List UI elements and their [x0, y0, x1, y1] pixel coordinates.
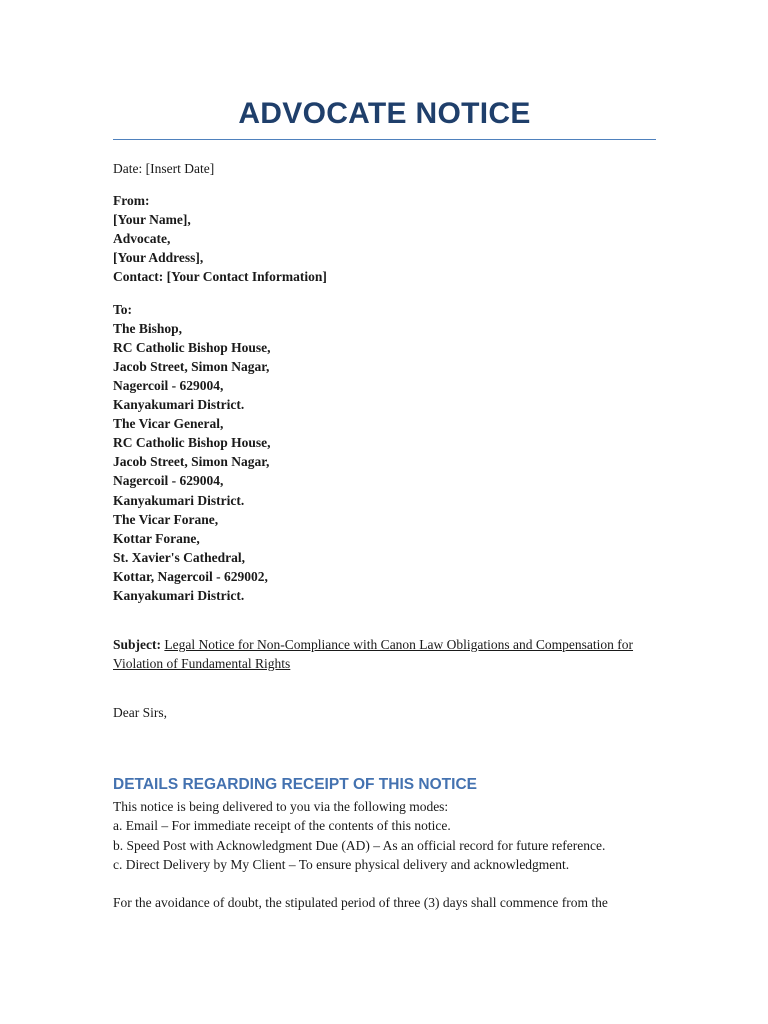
to-line: The Bishop,	[113, 320, 183, 336]
to-line: Jacob Street, Simon Nagar,	[113, 358, 270, 374]
subject-paragraph	[113, 635, 656, 673]
to-line: Jacob Street, Simon Nagar,	[113, 454, 270, 470]
delivery-modes-paragraph	[113, 797, 656, 873]
from-line: [Your Name],	[113, 212, 191, 228]
salutation: Dear Sirs,	[113, 705, 167, 721]
to-line: Nagercoil - 629004,	[113, 377, 224, 393]
to-line: The Vicar General,	[113, 416, 224, 432]
to-line: Kottar Forane,	[113, 530, 200, 546]
to-line: Kanyakumari District.	[113, 587, 245, 603]
to-line: The Vicar Forane,	[113, 511, 219, 527]
from-block	[113, 191, 656, 286]
from-line: From:	[113, 193, 150, 209]
date-line: Date: [Insert Date]	[113, 161, 215, 176]
paragraph-line: a. Email – For immediate receipt of the contents of this notice.	[113, 818, 451, 834]
paragraph-line: This notice is being delivered to you via the following modes:	[113, 799, 449, 815]
from-line: Contact: [Your Contact Information]	[113, 269, 327, 285]
to-line: RC Catholic Bishop House,	[113, 339, 271, 355]
document-body	[113, 94, 656, 912]
to-line: Kanyakumari District.	[113, 397, 245, 413]
paragraph-line: b. Speed Post with Acknowledgment Due (AD) – As an official record for future reference.	[113, 837, 606, 853]
from-line: Advocate,	[113, 231, 171, 247]
closing-paragraph: For the avoidance of doubt, the stipulated period of three (3) days shall commence from the	[113, 894, 608, 910]
to-line: RC Catholic Bishop House,	[113, 435, 271, 451]
to-line: Kottar, Nagercoil - 629002,	[113, 568, 268, 584]
from-line: [Your Address],	[113, 250, 204, 266]
to-line: Kanyakumari District.	[113, 492, 245, 508]
paragraph-line: c. Direct Delivery by My Client – To ensure physical delivery and acknowledgment.	[113, 856, 570, 872]
to-line: St. Xavier's Cathedral,	[113, 549, 245, 565]
to-line: To:	[113, 301, 133, 317]
subject-label: Subject:	[113, 637, 161, 653]
document-title: ADVOCATE NOTICE	[113, 94, 656, 140]
to-line: Nagercoil - 629004,	[113, 473, 224, 489]
to-block	[113, 300, 656, 606]
subject-text: Legal Notice for Non-Compliance with Canon Law Obligations and Compensation for Violation of Fundamental Rights	[113, 637, 634, 672]
section-heading: DETAILS REGARDING RECEIPT OF THIS NOTICE	[113, 776, 477, 794]
